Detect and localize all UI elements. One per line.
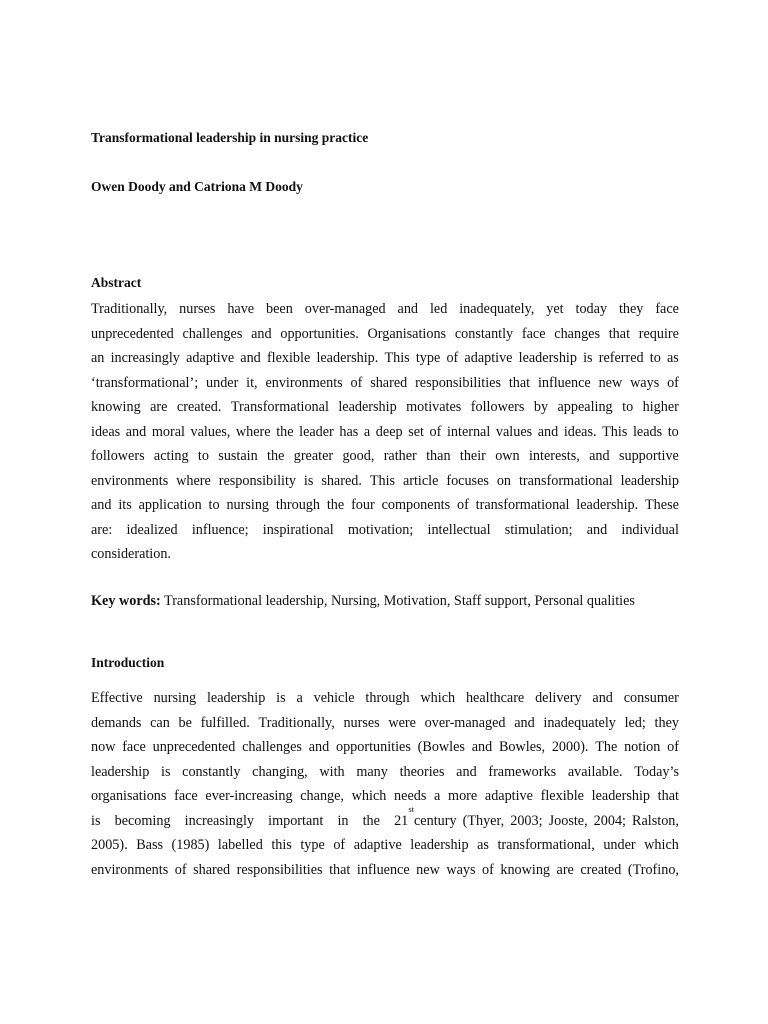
introduction-line: organisations face ever-increasing change, which needs a more adaptive flexible leadership that bbox=[91, 788, 679, 804]
abstract-line: are: idealized influence; inspirational motivation; intellectual stimulation; and individual bbox=[91, 521, 679, 538]
abstract-heading: Abstract bbox=[91, 275, 142, 290]
keywords-label: Key words: bbox=[91, 593, 161, 609]
introduction-line: now face unprecedented challenges and opportunities (Bowles and Bowles, 2000). The notion of bbox=[91, 739, 679, 755]
introduction-body bbox=[91, 686, 679, 882]
superscript-st: st bbox=[408, 803, 414, 814]
introduction-line: environments of shared responsibilities that influence new ways of knowing are created (Trofino, bbox=[91, 861, 679, 878]
abstract-line: and its application to nursing through the four components of transformational leadership. These bbox=[91, 497, 679, 513]
introduction-heading: Introduction bbox=[91, 655, 165, 670]
paper-title: Transformational leadership in nursing practice bbox=[91, 130, 369, 145]
abstract-line: an increasingly adaptive and flexible leadership. This type of adaptive leadership is referred to as bbox=[91, 350, 679, 366]
abstract-line: followers acting to sustain the greater good, rather than their own interests, and supportive bbox=[91, 448, 679, 464]
introduction-line-before-superscript: is becoming increasingly important in the 21 bbox=[91, 812, 409, 829]
abstract-line: ‘transformational’; under it, environments of shared responsibilities that influence new ways of bbox=[91, 374, 679, 391]
abstract-line: consideration. bbox=[91, 546, 171, 562]
abstract-body bbox=[91, 297, 679, 567]
abstract-line: environments where responsibility is shared. This article focuses on transformational leadership bbox=[91, 472, 679, 489]
keywords bbox=[91, 593, 679, 610]
introduction-line-after-superscript: century (Thyer, 2003; Jooste, 2004; Ralston, bbox=[414, 812, 679, 829]
abstract-line: unprecedented challenges and opportunities. Organisations constantly face changes that require bbox=[91, 325, 679, 342]
abstract-line: Traditionally, nurses have been over-managed and led inadequately, yet today they face bbox=[91, 301, 679, 317]
introduction-line: demands can be fulfilled. Traditionally, nurses were over-managed and inadequately led; they bbox=[91, 714, 679, 731]
paper-authors: Owen Doody and Catriona M Doody bbox=[91, 179, 303, 194]
abstract-line: ideas and moral values, where the leader has a deep set of internal values and ideas. This leads to bbox=[91, 423, 679, 440]
introduction-line: leadership is constantly changing, with many theories and frameworks available. Today’s bbox=[91, 763, 679, 780]
abstract-line: knowing are created. Transformational leadership motivates followers by appealing to higher bbox=[91, 399, 679, 415]
introduction-line: Effective nursing leadership is a vehicle through which healthcare delivery and consumer bbox=[91, 690, 679, 706]
keywords-text: Transformational leadership, Nursing, Motivation, Staff support, Personal qualities bbox=[160, 593, 635, 609]
introduction-line: 2005). Bass (1985) labelled this type of adaptive leadership as transformational, under which bbox=[91, 837, 679, 853]
introduction-line-with-superscript bbox=[91, 803, 679, 834]
